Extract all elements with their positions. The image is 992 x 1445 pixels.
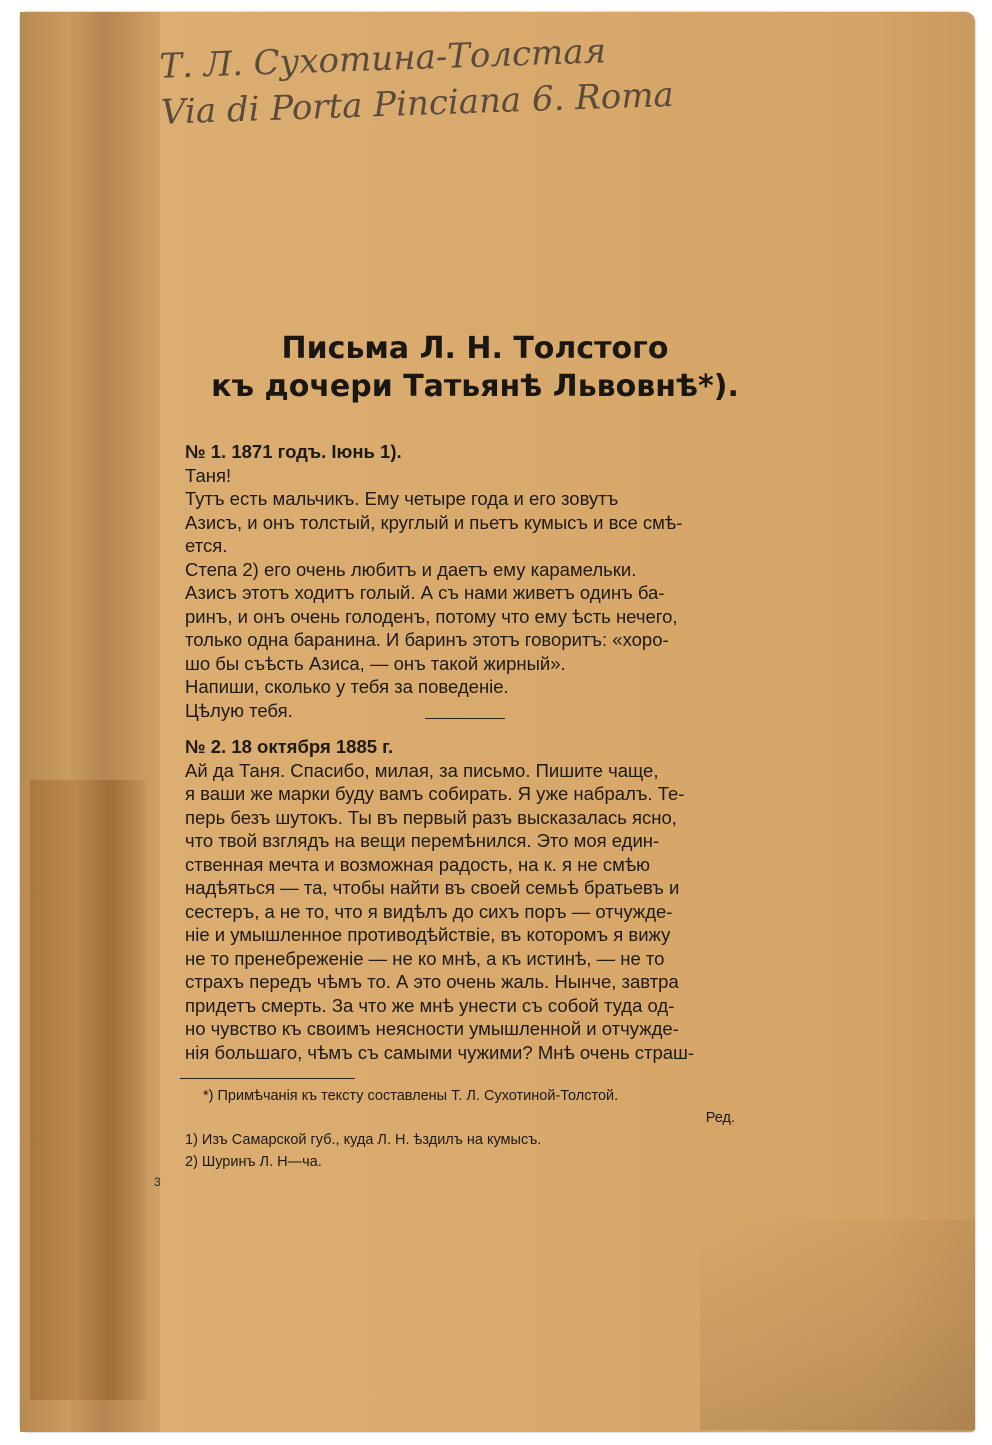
letter-2-line: что твой взглядъ на вещи перемѣнился. Это моя един- [185,830,660,851]
footnote-2: 2) Шуринъ Л. Н—ча. [185,1154,322,1170]
section-divider [425,718,505,719]
letter-2 [185,735,775,1064]
torn-corner [700,1220,975,1430]
letter-1-line: только одна баранина. И баринъ этотъ говоритъ: «хоро- [185,629,669,650]
page-number: 3 [154,1175,161,1189]
letter-1-line: Таня! [185,464,232,486]
footnote-rule [180,1078,355,1079]
letter-1-line: ется. [185,535,228,556]
letter-2-line: нія большаго, чѣмъ съ самыми чужими? Мнѣ очень страш- [185,1041,695,1063]
inscription-line-2: Via di Porta Pinciana 6. Roma [160,74,675,133]
spine-tape [30,780,145,1400]
page-title [200,330,750,406]
letter-2-line: надѣяться — та, чтобы найти въ своей семьѣ братьевъ и [185,877,680,898]
letter-1-line: Тутъ есть мальчикъ. Ему четыре года и его зовутъ [185,488,619,509]
letter-2-line: страхъ передъ чѣмъ то. А это очень жаль. Нынче, завтра [185,971,679,992]
letter-2-line: сестеръ, а не то, что я видѣлъ до сихъ поръ — отчужде- [185,900,673,922]
footnotes [185,1085,775,1173]
letter-1-line: Азисъ, и онъ толстый, круглый и пьетъ кумысъ и все смѣ- [185,511,683,533]
letter-2-line: придетъ смерть. За что же мнѣ унести съ собой туда од- [185,994,675,1016]
letter-2-line: ственная мечта и возможная радость, на к. я не смѣю [185,853,651,875]
title-line-2: къ дочери Татьянѣ Львовнѣ*). [211,369,739,404]
letter-2-line: ніе и умышленное противодѣйствіе, въ которомъ я вижу [185,924,671,945]
letter-1-line: ринъ, и онъ очень голоденъ, потому что ему ѣсть нечего, [185,605,678,627]
letter-1 [185,440,775,722]
footnote-1: 1) Изъ Самарской губ., куда Л. Н. ѣздилъ на кумысъ. [185,1132,542,1148]
letter-2-line: перь безъ шутокъ. Ты въ первый разъ высказалась ясно, [185,806,677,828]
letter-2-line: но чувство къ своимъ неясности умышленной и отчужде- [185,1018,679,1039]
letter-1-line: Степа 2) его очень любитъ и даетъ ему карамельки. [185,558,637,580]
letter-1-line: Напиши, сколько у тебя за поведеніе. [185,676,509,697]
footnote-editor: Ред. [705,1110,735,1126]
page-sheet [20,12,975,1432]
letter-2-line: не то пренебреженіе — не ко мнѣ, а къ истинѣ, — не то [185,947,665,969]
inscription-line-1: Т. Л. Сухотина-Толстая [158,31,607,87]
letter-2-line: я ваши же марки буду вамъ собирать. Я уже набралъ. Те- [185,783,685,804]
letter-2-heading: № 2. 18 октября 1885 г. [185,736,394,757]
letter-1-line: Цѣлую тебя. [185,699,293,721]
title-line-1: Письма Л. Н. Толстого [281,331,669,366]
letter-1-line: Азисъ этотъ ходитъ голый. А съ нами живетъ одинъ ба- [185,582,665,603]
letter-1-line: шо бы съѣсть Азиса, — онъ такой жирный». [185,652,566,674]
footnote-star: *) Примѣчанія къ тексту составлены Т. Л. Сухотиной-Толстой. [203,1088,619,1104]
letter-1-heading: № 1. 1871 годъ. Іюнь 1). [185,441,402,462]
letter-2-line: Ай да Таня. Спасибо, милая, за письмо. Пишите чаще, [185,759,659,781]
